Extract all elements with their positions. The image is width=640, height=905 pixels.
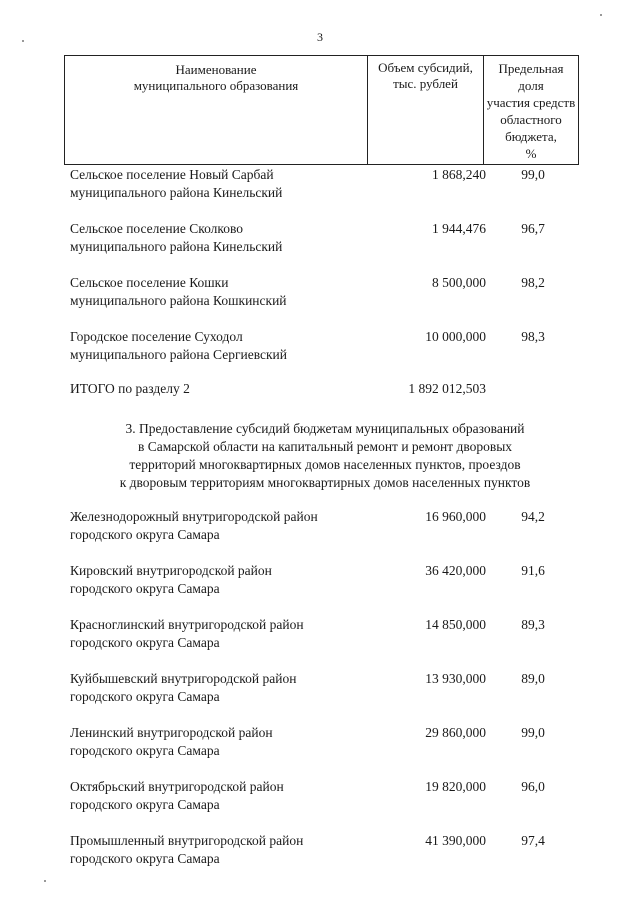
budget-share: 98,2 — [521, 275, 545, 290]
municipality-name-line: муниципального района Кошкинский — [70, 293, 287, 308]
subsidy-amount: 10 000,000 — [425, 329, 486, 344]
municipality-name — [70, 778, 380, 814]
table-row — [70, 274, 580, 314]
header-municipality — [65, 56, 368, 164]
municipality-name-line: городского округа Самара — [70, 689, 220, 704]
section-title-line: в Самарской области на капитальный ремонт и ремонт дворовых — [137, 439, 513, 454]
municipality-name-line: городского округа Самара — [70, 743, 220, 758]
table-header — [64, 55, 579, 165]
table-row — [70, 670, 580, 710]
table-row — [70, 220, 580, 260]
header-share-line: Предельная — [498, 61, 564, 76]
header-share-line: областного — [500, 112, 562, 127]
header-share-line: % — [525, 146, 537, 161]
municipality-name-line: муниципального района Сергиевский — [70, 347, 287, 362]
table-row — [70, 562, 580, 602]
budget-share: 97,4 — [521, 833, 545, 848]
page-number: 3 — [317, 30, 323, 44]
municipality-name-line: Кировский внутригородской район — [70, 563, 272, 578]
budget-share: 99,0 — [521, 725, 545, 740]
subsidy-amount: 13 930,000 — [425, 671, 486, 686]
table-row — [70, 328, 580, 368]
header-municipality-line: Наименование — [175, 62, 257, 77]
table-row — [70, 508, 580, 548]
municipality-name-line: Куйбышевский внутригородской район — [70, 671, 297, 686]
municipality-name — [70, 562, 380, 598]
total-label: ИТОГО по разделу 2 — [70, 381, 190, 396]
table-row — [70, 166, 580, 206]
header-subsidy-line: тыс. рублей — [393, 76, 458, 91]
municipality-name — [70, 274, 380, 310]
header-share-line: участия средств — [486, 95, 576, 110]
section-title-line: территорий многоквартирных домов населенных пунктов, проездов — [129, 457, 521, 472]
municipality-name — [70, 220, 380, 256]
section-3-title — [60, 420, 590, 492]
section-title-line: к дворовым территориям многоквартирных домов населенных пунктов — [119, 475, 531, 490]
total-amount: 1 892 012,503 — [408, 381, 486, 396]
scan-speck — [44, 880, 46, 882]
municipality-name — [70, 724, 380, 760]
header-share-line: доля — [518, 78, 544, 93]
municipality-name-line: Промышленный внутригородской район — [70, 833, 304, 848]
scan-speck — [600, 14, 602, 16]
table-row — [70, 724, 580, 764]
municipality-name — [70, 616, 380, 652]
subsidy-amount: 41 390,000 — [425, 833, 486, 848]
municipality-name — [70, 832, 380, 868]
total-row — [70, 380, 580, 400]
header-share-line: бюджета, — [505, 129, 557, 144]
municipality-name-line: муниципального района Кинельский — [70, 185, 283, 200]
scan-speck — [22, 40, 24, 42]
header-municipality-line: муниципального образования — [133, 78, 299, 93]
municipality-name-line: Железнодорожный внутригородской район — [70, 509, 318, 524]
subsidy-amount: 16 960,000 — [425, 509, 486, 524]
table-row — [70, 616, 580, 656]
municipality-name-line: муниципального района Кинельский — [70, 239, 283, 254]
subsidy-amount: 19 820,000 — [425, 779, 486, 794]
header-max-share — [484, 56, 578, 164]
municipality-name-line: Ленинский внутригородской район — [70, 725, 273, 740]
municipality-name-line: Сельское поселение Кошки — [70, 275, 229, 290]
municipality-name — [70, 166, 380, 202]
budget-share: 98,3 — [521, 329, 545, 344]
municipality-name-line: Городское поселение Суходол — [70, 329, 243, 344]
municipality-name-line: Красноглинский внутригородской район — [70, 617, 304, 632]
municipality-name — [70, 508, 380, 544]
municipality-name-line: Сельское поселение Сколково — [70, 221, 244, 236]
table-row — [70, 832, 580, 872]
municipality-name-line: городского округа Самара — [70, 581, 220, 596]
municipality-name-line: городского округа Самара — [70, 527, 220, 542]
budget-share: 96,0 — [521, 779, 545, 794]
subsidy-amount: 14 850,000 — [425, 617, 486, 632]
subsidy-amount: 36 420,000 — [425, 563, 486, 578]
municipality-name-line: Октябрьский внутригородской район — [70, 779, 284, 794]
budget-share: 99,0 — [521, 167, 545, 182]
header-subsidy-amount — [368, 56, 484, 164]
municipality-name-line: городского округа Самара — [70, 635, 220, 650]
municipality-name-line: Сельское поселение Новый Сарбай — [70, 167, 274, 182]
budget-share: 94,2 — [521, 509, 545, 524]
budget-share: 89,3 — [521, 617, 545, 632]
table-row — [70, 778, 580, 818]
budget-share: 96,7 — [521, 221, 545, 236]
header-subsidy-line: Объем субсидий, — [378, 60, 473, 75]
budget-share: 89,0 — [521, 671, 545, 686]
subsidy-amount: 29 860,000 — [425, 725, 486, 740]
section-title-line: 3. Предоставление субсидий бюджетам муниципальных образований — [125, 421, 525, 436]
subsidy-amount: 1 944,476 — [432, 221, 486, 236]
subsidy-amount: 8 500,000 — [432, 275, 486, 290]
budget-share: 91,6 — [521, 563, 545, 578]
municipality-name — [70, 670, 380, 706]
subsidy-amount: 1 868,240 — [432, 167, 486, 182]
municipality-name-line: городского округа Самара — [70, 797, 220, 812]
municipality-name — [70, 328, 380, 364]
municipality-name-line: городского округа Самара — [70, 851, 220, 866]
